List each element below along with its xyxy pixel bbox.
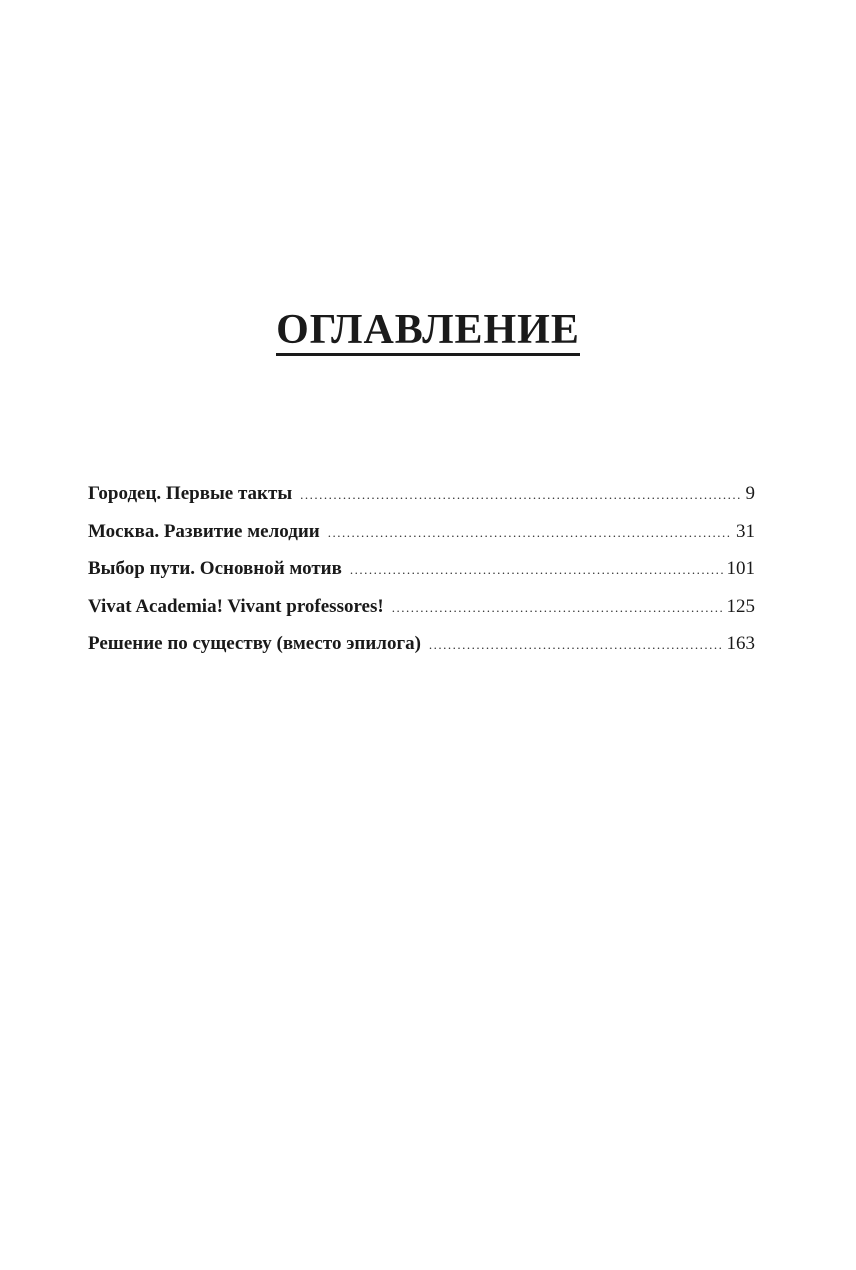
toc-dot-leader	[328, 525, 732, 541]
toc-item-page-number: 9	[745, 483, 755, 504]
toc-item-title: Москва. Развитие мелодии	[88, 520, 320, 542]
toc-dot-leader	[429, 637, 723, 653]
toc-item-title: Vivat Academia! Vivant professores!	[88, 595, 384, 617]
toc-item	[88, 596, 755, 634]
toc-item-title: Решение по существу (вместо эпилога)	[88, 633, 421, 654]
toc-item-title: Городец. Первые такты	[88, 483, 293, 504]
toc-item-page-number: 163	[726, 633, 755, 654]
page-title-text: ОГЛАВЛЕНИЕ	[276, 308, 580, 356]
toc-dot-leader	[350, 562, 723, 578]
toc-dot-leader	[392, 600, 723, 616]
toc-item	[88, 558, 755, 596]
toc-item	[88, 521, 755, 559]
toc-item-page-number: 101	[726, 558, 755, 579]
toc-item-page-number: 31	[736, 520, 755, 542]
table-of-contents	[88, 483, 755, 671]
toc-dot-leader	[300, 487, 741, 503]
page-title	[0, 300, 856, 360]
toc-item-title: Выбор пути. Основной мотив	[88, 558, 342, 579]
toc-item-page-number: 125	[726, 595, 755, 617]
toc-item	[88, 483, 755, 521]
toc-item	[88, 633, 755, 671]
